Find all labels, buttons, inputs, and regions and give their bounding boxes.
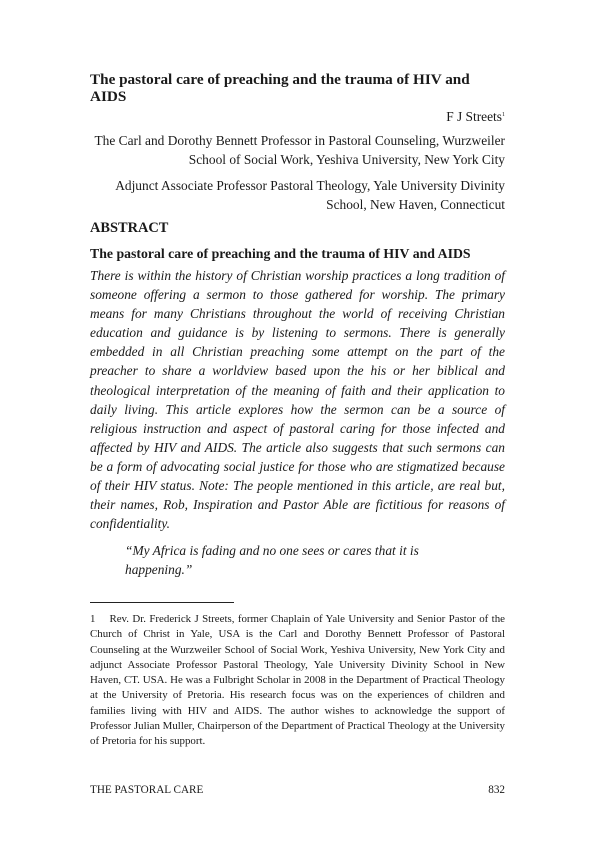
footnote-divider [90,602,234,603]
author-name: F J Streets [446,109,502,124]
author-footnote-marker: 1 [502,112,505,118]
author-line [90,108,505,125]
affiliation-secondary: Adjunct Associate Professor Pastoral Theology, Yale University Divinity School, New Haven, Connecticut [115,178,505,212]
abstract-heading: ABSTRACT [90,220,169,236]
footnote [90,612,505,750]
affiliation-primary: The Carl and Dorothy Bennett Professor in Pastoral Counseling, Wurzweiler School of Social Work, Yeshiva University, New York City [94,133,505,167]
page-footer [90,783,505,797]
page-number: 832 [488,784,505,796]
epigraph-quote: “My Africa is fading and no one sees or cares that it is happening.” [125,543,419,578]
article-title: The pastoral care of preaching and the trauma of HIV and AIDS [90,71,470,105]
footnote-text: Rev. Dr. Frederick J Streets, former Chaplain of Yale University and Senior Pastor of the Church of Christ in Yale, USA is the Carl and Dorothy Bennett Professor of Pastoral Counseling at the Wurzweiler School of Social Work, Yeshiva University, New York City and adjunct Associate Professor Pastoral Theology, Yale University Divinity School in New Haven, CT. USA. He was a Fulbright Scholar in 2008 in the Department of Practical Theology at the University of Pretoria. His research focus was on the experiences of children and families living with HIV and AIDS. The author wishes to acknowledge the support of Professor Julian Muller, Chairperson of the Department of Practical Theology at the University of Pretoria for his support. [90,613,505,748]
article-column [90,71,505,579]
abstract-subtitle: The pastoral care of preaching and the trauma of HIV and AIDS [90,246,471,261]
journal-name: THE PASTORAL CARE [90,784,204,796]
footnote-number: 1 [90,613,96,625]
abstract-body: There is within the history of Christian worship practices a long tradition of someone offering a sermon to those gathered for worship. The primary means for many Christians throughout the world of receiving Christian education and guidance is by listening to sermons. There is generally embedded in all Christian preaching some attempt on the part of the preacher to share a worldview based upon the his or her biblical and theological interpretation of the meaning of faith and their application to daily living. This article explores how the sermon can be a source of religious instruction and aspect of pastoral caring for those infected and affected by HIV and AIDS. The article also suggests that such sermons can be a form of advocating social justice for those who are stigmatized because of their HIV status. Note: The people mentioned in this article, are real but, their names, Rob, Inspiration and Pastor Able are fictitious for reasons of confidentiality. [90,268,505,532]
